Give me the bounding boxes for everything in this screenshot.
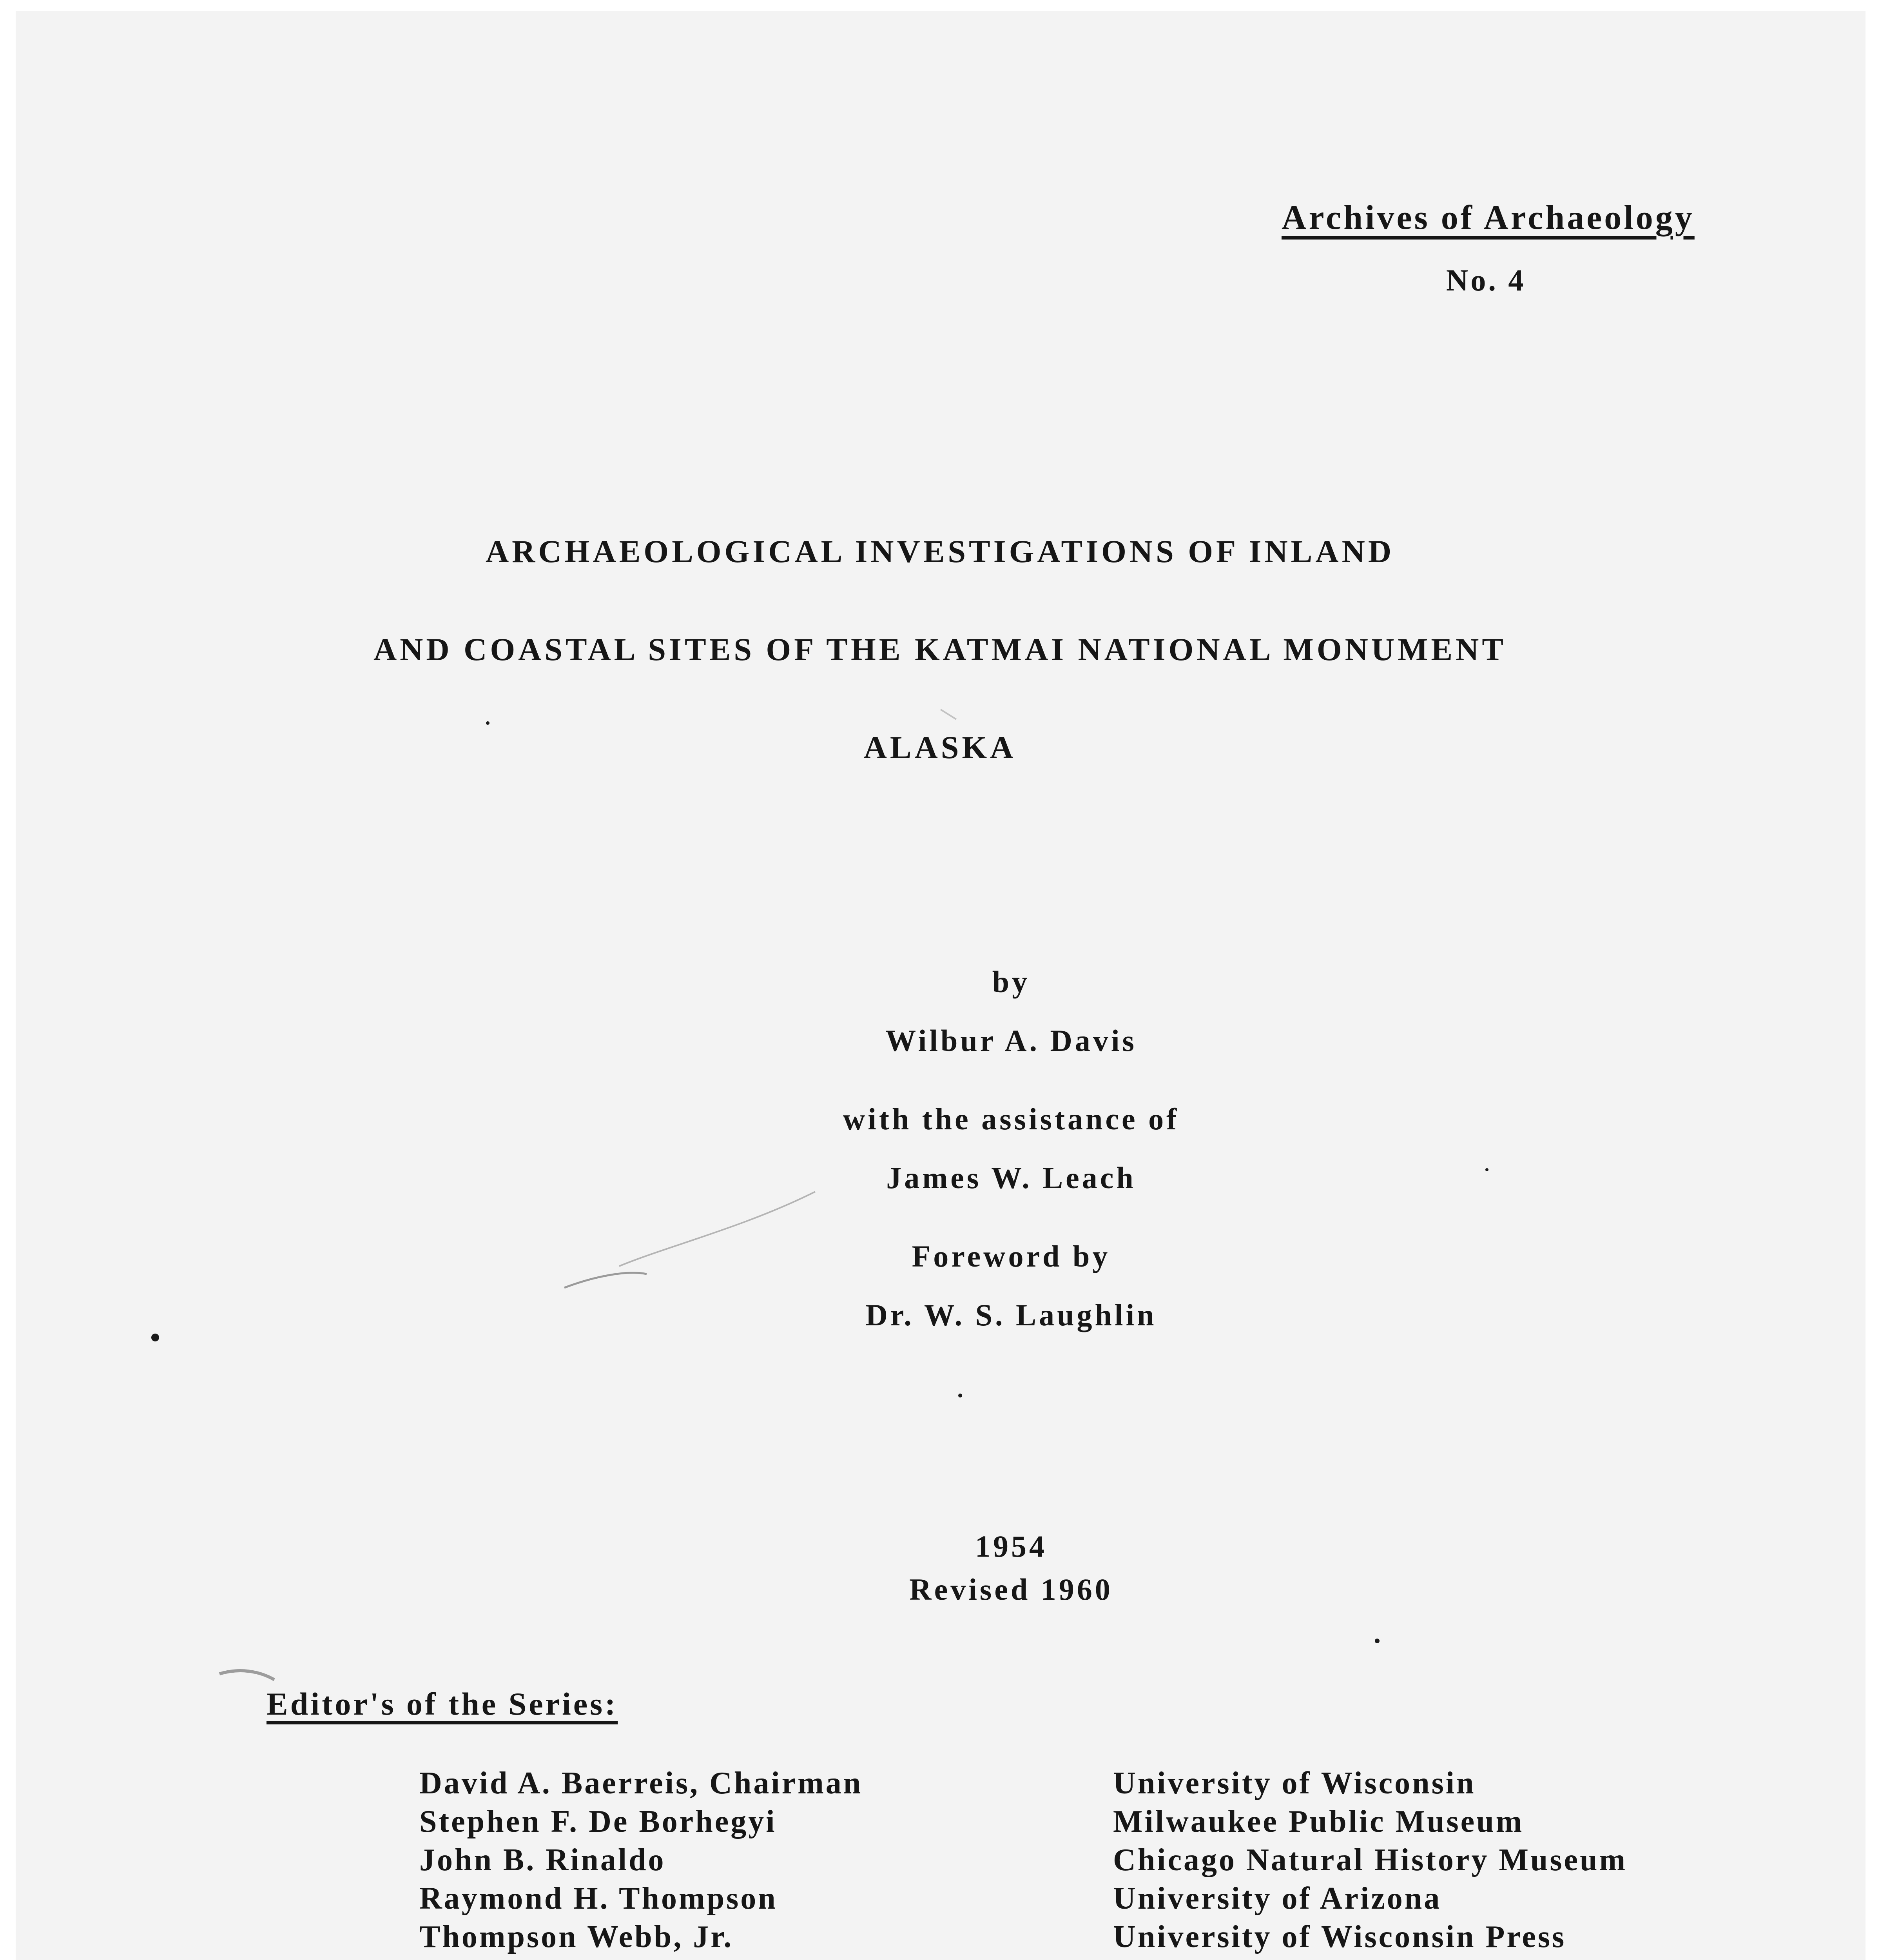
editor-affiliation: Chicago Natural History Museum (1113, 1843, 1628, 1877)
series-title: Archives of Archaeology (1282, 199, 1695, 237)
speck (151, 1334, 159, 1341)
by-label: by (992, 965, 1030, 999)
editor-name: Stephen F. De Borhegyi (419, 1804, 777, 1839)
editor-affiliation: University of Wisconsin Press (1113, 1920, 1566, 1954)
publication-year: 1954 (975, 1529, 1047, 1563)
editor-affiliation: University of Arizona (1113, 1881, 1442, 1916)
editors-heading: Editor's of the Series: (266, 1686, 618, 1722)
assistance-label: with the assistance of (843, 1102, 1180, 1136)
series-number: No. 4 (1446, 263, 1526, 297)
editor-names-list (419, 1764, 863, 1956)
assistant-name: James W. Leach (886, 1161, 1136, 1195)
title-line-3: ALASKA (863, 730, 1017, 765)
foreword-label: Foreword by (912, 1239, 1111, 1273)
revised-year: Revised 1960 (909, 1572, 1113, 1606)
editor-name: Thompson Webb, Jr. (419, 1920, 734, 1954)
speck (958, 1394, 962, 1397)
editor-affiliation: Milwaukee Public Museum (1113, 1804, 1524, 1839)
title-line-1: ARCHAEOLOGICAL INVESTIGATIONS OF INLAND (485, 534, 1395, 569)
editor-name: David A. Baerreis, Chairman (419, 1766, 863, 1800)
speck (1375, 1639, 1380, 1643)
editor-name: Raymond H. Thompson (419, 1881, 778, 1916)
author-name: Wilbur A. Davis (885, 1024, 1137, 1058)
editor-affiliations-list (1113, 1764, 1627, 1956)
speck (486, 721, 489, 725)
title-line-2: AND COASTAL SITES OF THE KATMAI NATIONAL MONUMENT (373, 632, 1507, 667)
editor-affiliation: University of Wisconsin (1113, 1766, 1476, 1800)
editor-name: John B. Rinaldo (419, 1843, 666, 1877)
foreword-author: Dr. W. S. Laughlin (865, 1298, 1157, 1332)
